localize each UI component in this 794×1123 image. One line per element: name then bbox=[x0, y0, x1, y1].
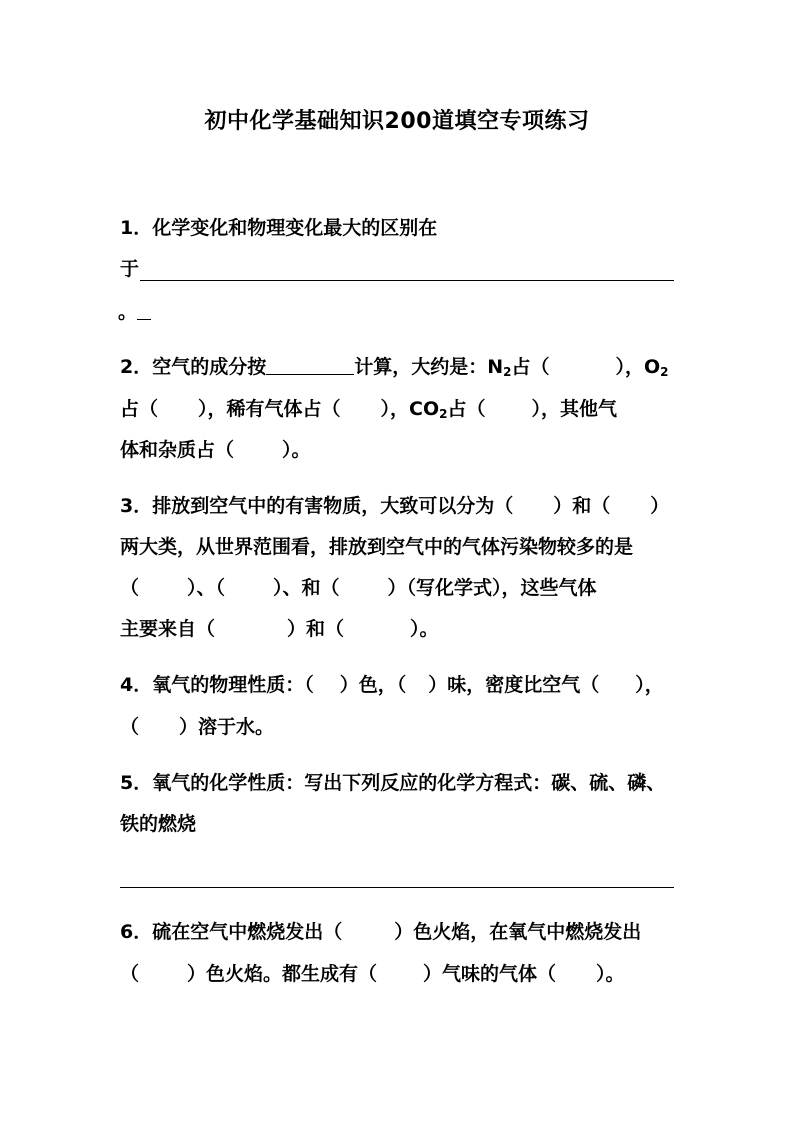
question-1-line-2: 于 bbox=[120, 258, 140, 280]
question-6-line-2 bbox=[120, 962, 625, 986]
question-6-line-1 bbox=[120, 920, 641, 944]
q6-text: ）气味的气体（ bbox=[423, 963, 557, 985]
q2-text-c: 占（ bbox=[511, 356, 550, 378]
subscript: 2 bbox=[660, 365, 669, 379]
question-1-line-1: 1．化学变化和物理变化最大的区别在 bbox=[120, 217, 438, 239]
subscript: 2 bbox=[503, 365, 512, 379]
answer-blank[interactable] bbox=[266, 356, 354, 375]
period-mark: 。 bbox=[118, 301, 138, 323]
q3-text: ）。 bbox=[410, 618, 439, 640]
q2-text-k: ）。 bbox=[282, 439, 311, 461]
q4-text: ）色，（ bbox=[339, 674, 407, 696]
page-title: 初中化学基础知识200道填空专项练习 bbox=[204, 109, 590, 134]
q2-text-g: ），CO bbox=[380, 398, 440, 420]
q2-text-d: ），O bbox=[615, 356, 661, 378]
q6-text: （ bbox=[120, 963, 140, 985]
q6-text: 6．硫在空气中燃烧发出（ bbox=[120, 921, 343, 943]
q3-text: ）（写化学式），这些气体 bbox=[387, 577, 597, 599]
q6-text: ）色火焰，在氧气中燃烧发出 bbox=[394, 921, 642, 943]
q3-text: ）和（ bbox=[287, 618, 345, 640]
q2-text-i: ），其他气 bbox=[531, 398, 618, 420]
q4-text: ）溶于水。 bbox=[179, 716, 275, 738]
question-5-line-1: 5．氧气的化学性质：写出下列反应的化学方程式：碳、硫、磷、 bbox=[120, 772, 666, 794]
q2-text-a: 2．空气的成分按 bbox=[120, 356, 267, 378]
question-2-line-3 bbox=[120, 438, 311, 462]
q2-text-f: ），稀有气体占（ bbox=[198, 398, 341, 420]
q4-text: （ bbox=[120, 716, 140, 738]
question-4-line-2 bbox=[120, 715, 274, 739]
question-3-line-1 bbox=[120, 494, 669, 518]
q6-text: ）色火焰。都生成有（ bbox=[187, 963, 378, 985]
question-4-line-1 bbox=[120, 673, 664, 697]
short-blank-line[interactable] bbox=[137, 305, 151, 320]
q4-text: 4．氧气的物理性质：（ bbox=[120, 674, 314, 696]
question-5-line-2: 铁的燃烧 bbox=[120, 813, 197, 835]
q3-text: ）、（ bbox=[187, 577, 226, 599]
question-3-line-3 bbox=[120, 576, 597, 600]
q4-text: ）， bbox=[635, 674, 664, 696]
q3-text: （ bbox=[120, 577, 140, 599]
question-2-line-1 bbox=[120, 355, 669, 384]
q2-text-b: 计算，大约是：N bbox=[354, 356, 504, 378]
q3-text: 3．排放到空气中的有害物质，大致可以分为（ bbox=[120, 495, 514, 517]
subscript: 2 bbox=[439, 407, 448, 421]
q3-text: ）、和（ bbox=[273, 577, 340, 599]
answer-blank-line[interactable] bbox=[120, 887, 674, 888]
q4-text: ）味，密度比空气（ bbox=[428, 674, 600, 696]
q2-text-h: 占（ bbox=[447, 398, 486, 420]
q3-text: 主要来自（ bbox=[120, 618, 216, 640]
q6-text: ）。 bbox=[596, 963, 625, 985]
q2-text-j: 体和杂质占（ bbox=[120, 439, 235, 461]
question-1-line-3 bbox=[118, 300, 151, 324]
question-3-line-4 bbox=[120, 617, 439, 641]
q3-text: ）和（ bbox=[553, 495, 611, 517]
question-2-line-2 bbox=[120, 397, 617, 426]
answer-blank-line[interactable] bbox=[140, 280, 674, 281]
q2-text-e: 占（ bbox=[120, 398, 159, 420]
question-3-line-2: 两大类，从世界范围看，排放到空气中的气体污染物较多的是 bbox=[120, 536, 634, 558]
q3-text: ） bbox=[650, 495, 670, 517]
